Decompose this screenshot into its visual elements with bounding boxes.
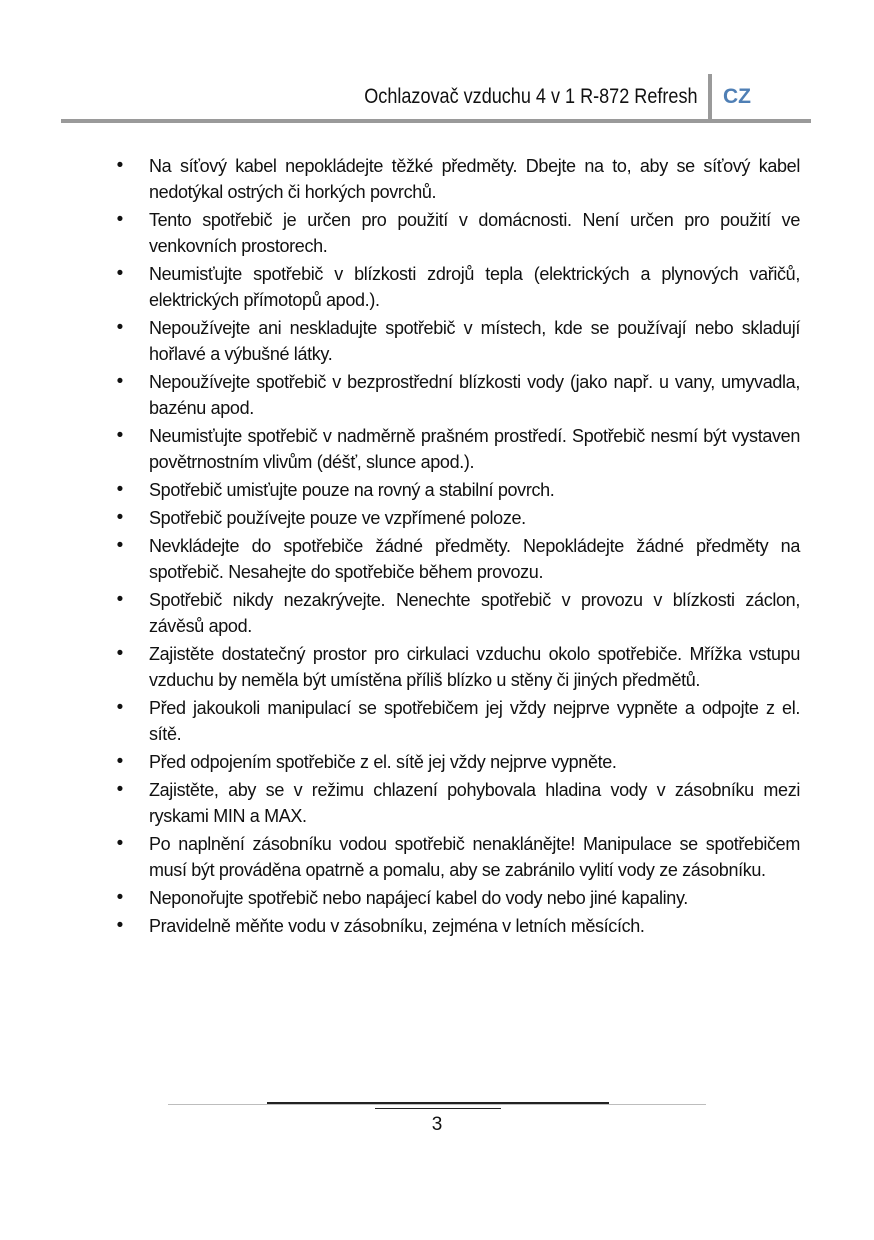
list-item <box>110 695 800 747</box>
list-item <box>110 315 800 367</box>
header-title: Ochlazovač vzduchu 4 v 1 R-872 Refresh <box>364 85 698 108</box>
list-item <box>110 207 800 259</box>
bullet-icon: • <box>116 507 124 528</box>
list-item-text: Na síťový kabel nepokládejte těžké předměty. Dbejte na to, aby se síťový kabel nedotýkal ostrých či horkých povrchů. <box>149 156 800 202</box>
list-item-text: Nevkládejte do spotřebiče žádné předměty. Nepokládejte žádné předměty na spotřebič. Nesahejte do spotřebiče během provozu. <box>149 536 800 582</box>
bullet-icon: • <box>116 643 124 664</box>
bullet-icon: • <box>116 155 124 176</box>
header-rule <box>61 119 811 123</box>
list-item-text: Před odpojením spotřebiče z el. sítě jej vždy nejprve vypněte. <box>149 752 617 772</box>
list-item <box>110 641 800 693</box>
list-item-text: Před jakoukoli manipulací se spotřebičem jej vždy nejprve vypněte a odpojte z el. sítě. <box>149 698 800 744</box>
list-item <box>110 749 800 775</box>
list-item <box>110 423 800 475</box>
list-item-text: Tento spotřebič je určen pro použití v domácnosti. Není určen pro použití ve venkovních prostorech. <box>149 210 800 256</box>
list-item <box>110 477 800 503</box>
list-item <box>110 777 800 829</box>
list-item <box>110 261 800 313</box>
bullet-icon: • <box>116 589 124 610</box>
list-item <box>110 587 800 639</box>
list-item-text: Spotřebič umisťujte pouze na rovný a stabilní povrch. <box>149 480 555 500</box>
language-label: CZ <box>723 85 751 108</box>
list-item-text: Spotřebič nikdy nezakrývejte. Nenechte spotřebič v provozu v blízkosti záclon, závěsů apod. <box>149 590 800 636</box>
list-item-text: Spotřebič používejte pouze ve vzpřímené poloze. <box>149 508 526 528</box>
list-item-text: Neumisťujte spotřebič v nadměrně prašném prostředí. Spotřebič nesmí být vystaven povětrnostním vlivům (déšť, slunce apod.). <box>149 426 800 472</box>
list-item-text: Nepoužívejte spotřebič v bezprostřední blízkosti vody (jako např. u vany, umyvadla, bazénu apod. <box>149 372 800 418</box>
list-item <box>110 831 800 883</box>
list-item-text: Pravidelně měňte vodu v zásobníku, zejména v letních měsících. <box>149 916 645 936</box>
bullet-icon: • <box>116 697 124 718</box>
bullet-icon: • <box>116 425 124 446</box>
list-item-text: Po naplnění zásobníku vodou spotřebič nenaklánějte! Manipulace se spotřebičem musí být prováděna opatrně a pomalu, aby se zabránilo vylití vody ze zásobníku. <box>149 834 800 880</box>
bullet-icon: • <box>116 887 124 908</box>
list-item <box>110 885 800 911</box>
list-item <box>110 505 800 531</box>
bullet-icon: • <box>116 915 124 936</box>
bullet-icon: • <box>116 317 124 338</box>
bullet-icon: • <box>116 263 124 284</box>
list-item <box>110 533 800 585</box>
list-item <box>110 153 800 205</box>
header-separator <box>708 74 712 120</box>
list-item <box>110 369 800 421</box>
list-item-text: Zajistěte, aby se v režimu chlazení pohybovala hladina vody v zásobníku mezi ryskami MIN a MAX. <box>149 780 800 826</box>
bullet-icon: • <box>116 833 124 854</box>
bullet-icon: • <box>116 535 124 556</box>
bullet-icon: • <box>116 779 124 800</box>
safety-instructions-list <box>110 153 800 941</box>
list-item-text: Neumisťujte spotřebič v blízkosti zdrojů tepla (elektrických a plynových vařičů, elektrických přímotopů apod.). <box>149 264 800 310</box>
footer-divider <box>375 1108 501 1109</box>
list-item-text: Zajistěte dostatečný prostor pro cirkulaci vzduchu okolo spotřebiče. Mřížka vstupu vzduchu by neměla být umístěna příliš blízko u stěny či jiných předmětů. <box>149 644 800 690</box>
bullet-icon: • <box>116 371 124 392</box>
list-item <box>110 913 800 939</box>
bullet-icon: • <box>116 751 124 772</box>
bullet-icon: • <box>116 479 124 500</box>
footer-divider <box>267 1102 609 1104</box>
page-number: 3 <box>431 1114 443 1135</box>
footer-divider <box>168 1104 706 1105</box>
list-item-text: Neponořujte spotřebič nebo napájecí kabel do vody nebo jiné kapaliny. <box>149 888 688 908</box>
bullet-icon: • <box>116 209 124 230</box>
list-item-text: Nepoužívejte ani neskladujte spotřebič v místech, kde se používají nebo skladují hořlavé a výbušné látky. <box>149 318 800 364</box>
